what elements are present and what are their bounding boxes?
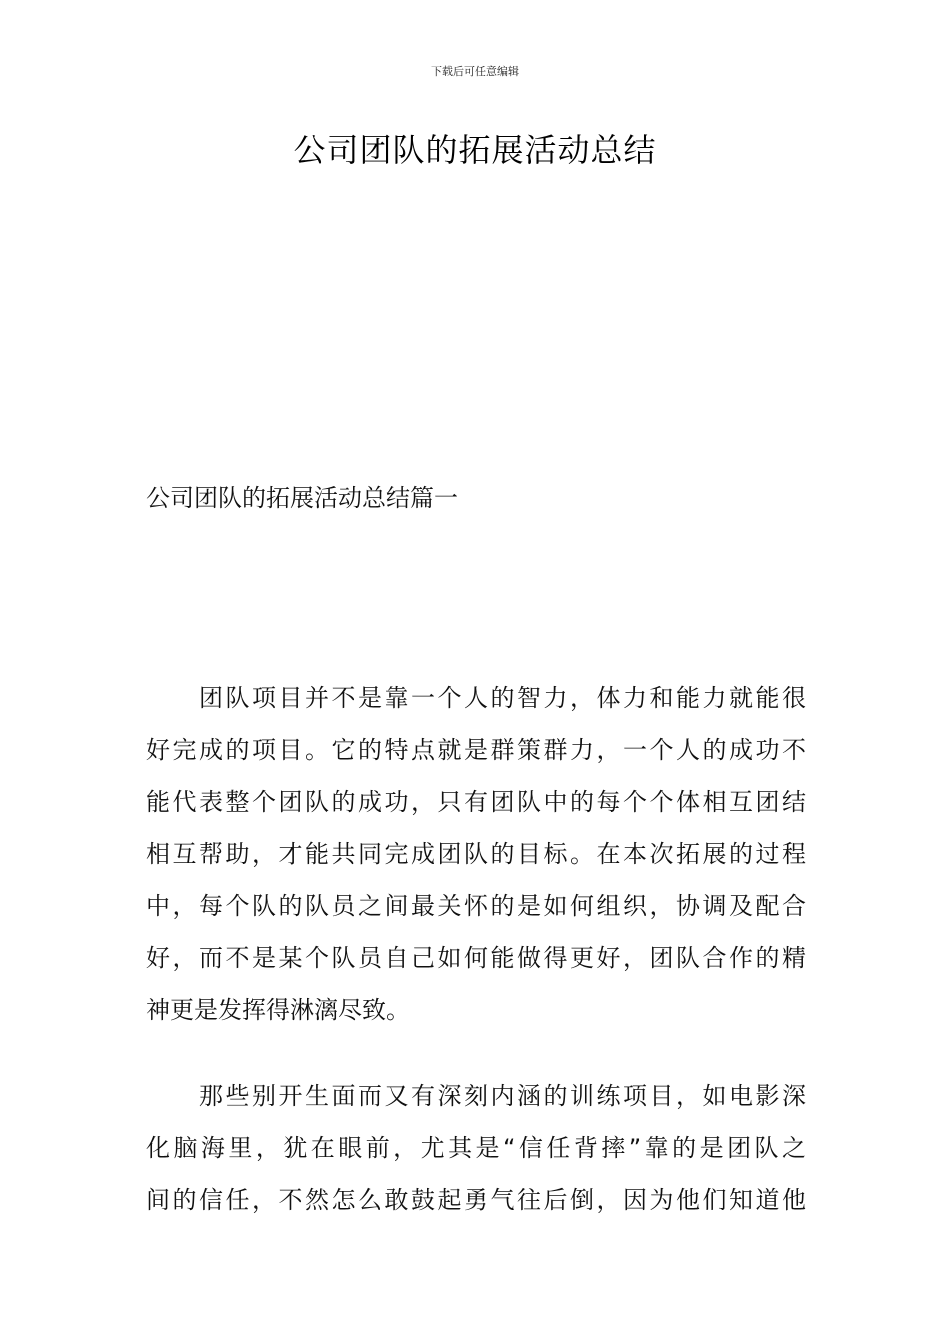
- paragraph-2: [146, 1070, 806, 1226]
- paragraph-line: 神更是发挥得淋漓尽致。: [146, 996, 410, 1024]
- paragraph-line: 团队项目并不是靠一个人的智力，体力和能力就能很: [146, 684, 806, 712]
- document-title: 公司团队的拓展活动总结: [293, 131, 657, 169]
- paragraph-1: [146, 672, 806, 1036]
- header-note: 下载后可任意编辑: [431, 65, 519, 78]
- paragraph-line: 能代表整个团队的成功，只有团队中的每个个体相互团结: [146, 788, 806, 816]
- paragraph-line: 好完成的项目。它的特点就是群策群力，一个人的成功不: [146, 736, 806, 764]
- paragraph-line: 好，而不是某个队员自己如何能做得更好，团队合作的精: [146, 944, 806, 972]
- paragraph-line: 那些别开生面而又有深刻内涵的训练项目，如电影深: [146, 1082, 806, 1110]
- paragraph-line: 间的信任，不然怎么敢鼓起勇气往后倒，因为他们知道他: [146, 1186, 806, 1214]
- section-heading: 公司团队的拓展活动总结篇一: [146, 484, 458, 512]
- paragraph-line: 中，每个队的队员之间最关怀的是如何组织，协调及配合: [146, 892, 806, 920]
- paragraph-line: 化脑海里，犹在眼前，尤其是“信任背摔”靠的是团队之: [146, 1134, 806, 1162]
- paragraph-line: 相互帮助，才能共同完成团队的目标。在本次拓展的过程: [146, 840, 806, 868]
